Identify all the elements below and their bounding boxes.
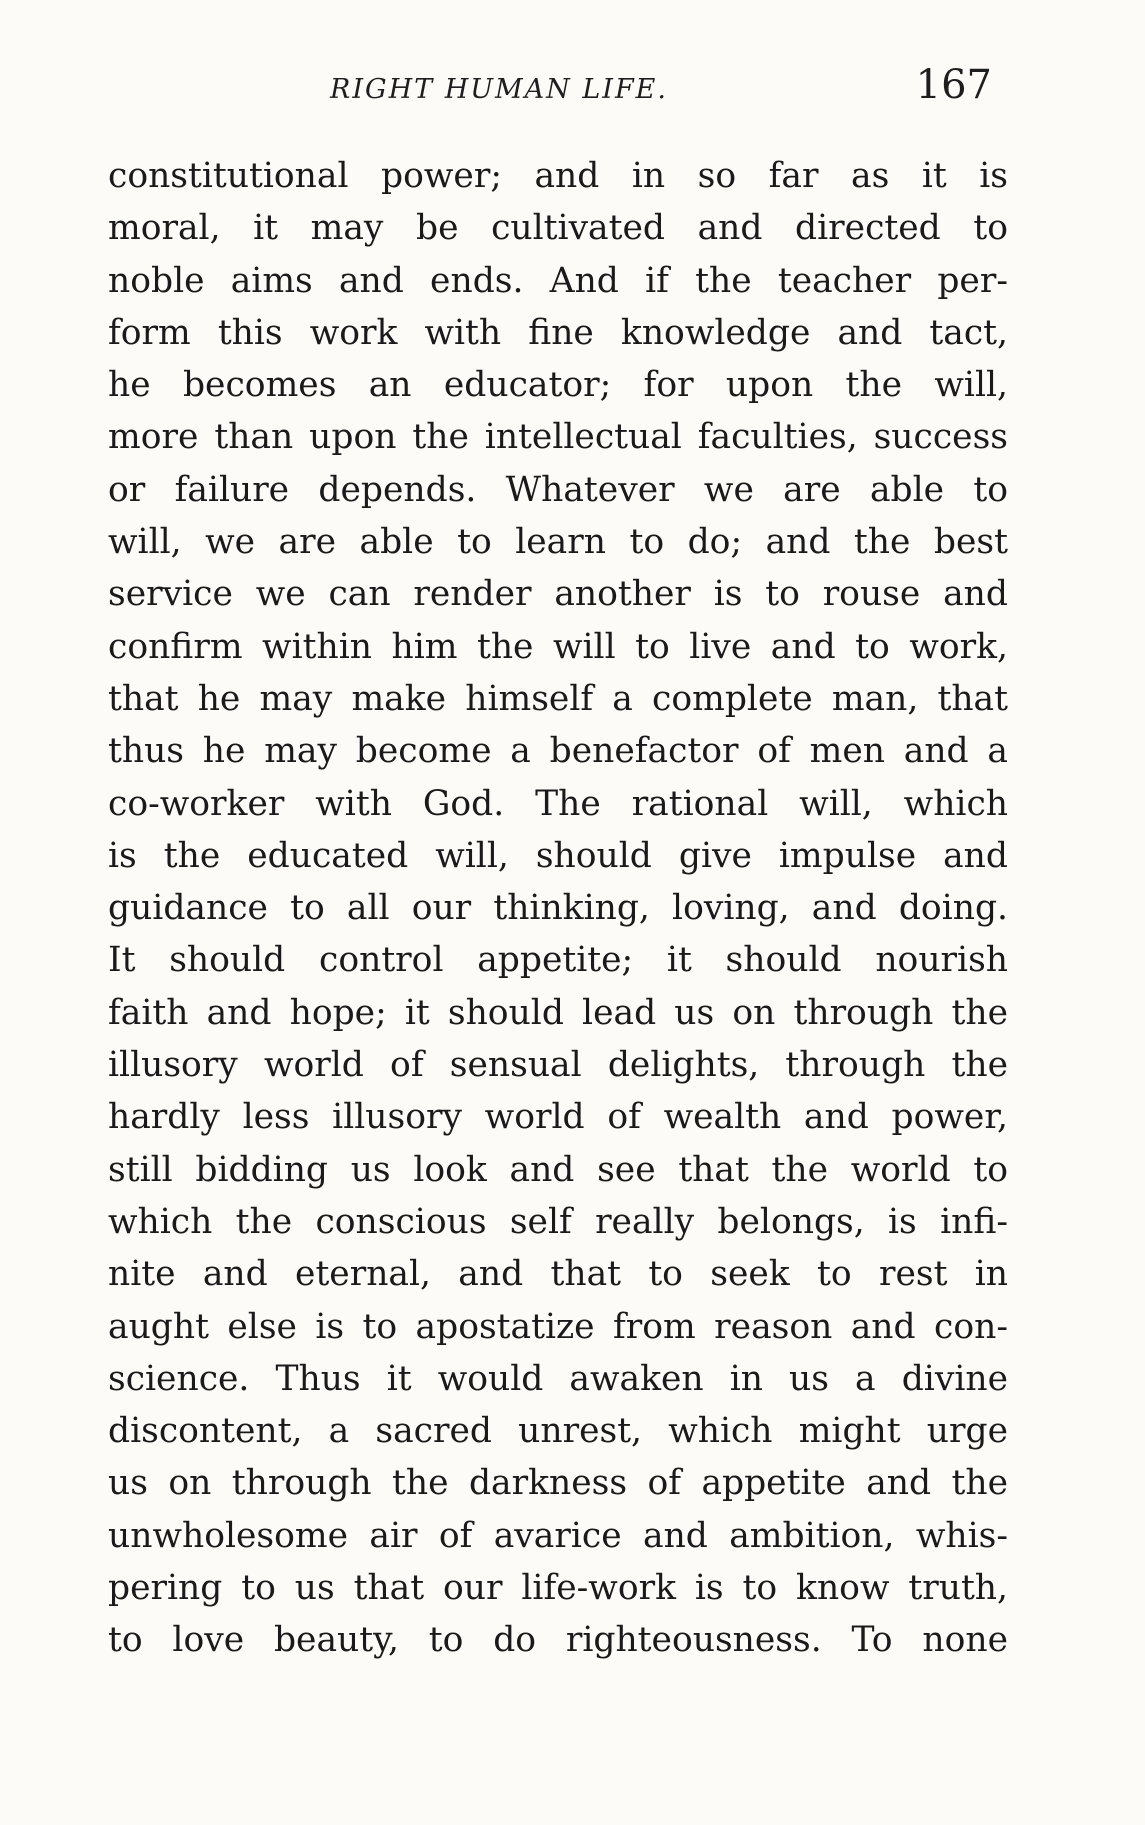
body-text <box>108 150 1008 1667</box>
text-line: moral, it may be cultivated and directed to <box>108 208 1008 249</box>
text-line: confirm within him the will to live and to work, <box>108 626 1008 667</box>
text-line: discontent, a sacred unrest, which might urge <box>108 1411 1008 1452</box>
running-title: RIGHT HUMAN LIFE. <box>330 74 668 105</box>
page-number: 167 <box>915 62 992 108</box>
text-line: service we can render another is to rouse and <box>108 574 1008 615</box>
text-line: he becomes an educator; for upon the will, <box>108 365 1008 406</box>
text-line: faith and hope; it should lead us on through the <box>108 992 1008 1033</box>
text-line: guidance to all our thinking, loving, and doing. <box>108 888 1008 929</box>
text-line: aught else is to apostatize from reason and con- <box>108 1306 1008 1347</box>
text-line: still bidding us look and see that the world to <box>108 1149 1008 1190</box>
text-line: It should control appetite; it should nourish <box>108 940 1008 981</box>
text-line: constitutional power; and in so far as it is <box>108 156 1008 196</box>
text-line: illusory world of sensual delights, through the <box>108 1045 1008 1086</box>
text-line: unwholesome air of avarice and ambition, whis- <box>108 1515 1008 1556</box>
text-line: nite and eternal, and that to seek to rest in <box>108 1254 1008 1295</box>
text-line: more than upon the intellectual faculties, success <box>108 417 1008 458</box>
text-line: which the conscious self really belongs, is infi- <box>108 1201 1008 1242</box>
text-line: will, we are able to learn to do; and the best <box>108 522 1008 563</box>
text-line: co-worker with God. The rational will, which <box>108 783 1008 824</box>
text-line: us on through the darkness of appetite and the <box>108 1463 1008 1504</box>
running-head <box>330 62 992 112</box>
text-line: noble aims and ends. And if the teacher per- <box>108 260 1008 301</box>
text-line: hardly less illusory world of wealth and power, <box>108 1097 1008 1138</box>
text-line: science. Thus it would awaken in us a divine <box>108 1358 1008 1399</box>
text-line: or failure depends. Whatever we are able to <box>108 469 1008 510</box>
text-line: to love beauty, to do righteousness. To none <box>108 1620 1008 1661</box>
text-line: thus he may become a benefactor of men and a <box>108 731 1008 772</box>
text-line: form this work with fine knowledge and tact, <box>108 312 1008 353</box>
text-line: is the educated will, should give impulse and <box>108 835 1008 876</box>
text-line: pering to us that our life-work is to know truth, <box>108 1568 1008 1609</box>
text-line: that he may make himself a complete man, that <box>108 678 1008 719</box>
